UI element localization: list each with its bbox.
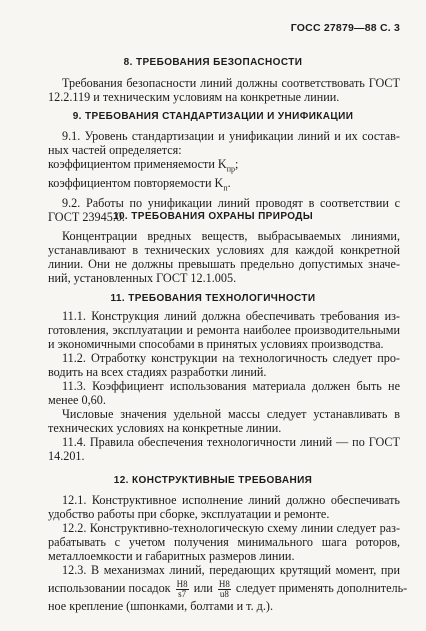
s9-line-6: ГОСТ 23945.0. bbox=[48, 209, 125, 224]
s11-line-2: готовления, эксплуатации и ремонта наиболее производительными bbox=[48, 323, 400, 337]
s12-line-8: ное крепление (шпонками, болтами и т. д.). bbox=[48, 599, 274, 613]
section-12-paragraph bbox=[48, 493, 408, 613]
s10-line-2: устанавливают в технических условиях для каждой конкретной bbox=[48, 243, 400, 257]
s11-line-8: Числовые значения удельной массы следует устанавливать в bbox=[62, 407, 400, 421]
s12-line-1: 12.1. Конструктивное исполнение линий должно обеспечивать bbox=[62, 493, 400, 507]
fraction-h8-s7: $\frac{H8}{s7}$ bbox=[176, 578, 188, 599]
s9-coef-2: коэффициентом повторяемости $K_п$. bbox=[48, 176, 231, 193]
s12-line-3: 12.2. Конструктивно-технологическую схему линии следует раз- bbox=[62, 521, 400, 535]
s9-line-1: 9.1. Уровень стандартизации и унификации линий и их состав- bbox=[62, 129, 400, 143]
fraction-h8-u8: $\frac{H8}{u8}$ bbox=[218, 578, 230, 599]
s9-line-5: 9.2. Работы по унификации линий проводят в соответствии с bbox=[62, 195, 400, 210]
s11-line-9: технических условиях на конкретные линии. bbox=[48, 421, 282, 435]
s11-line-10: 11.4. Правила обеспечения технологичности линий — по ГОСТ bbox=[62, 435, 400, 449]
s11-line-3: и экономичными способами в принятых условиях производства. bbox=[48, 337, 384, 351]
s10-line-3: линии. Они не должны превышать предельно допустимых значе- bbox=[48, 257, 400, 271]
section-9-paragraph bbox=[48, 129, 400, 224]
s11-line-4: 11.2. Отработку конструкции на технологичность следует про- bbox=[62, 351, 400, 365]
section-9-title: 9. ТРЕБОВАНИЯ СТАНДАРТИЗАЦИИ И УНИФИКАЦИИ bbox=[72, 111, 354, 122]
section-10-paragraph bbox=[48, 229, 400, 285]
section-11-title: 11. ТРЕБОВАНИЯ ТЕХНОЛОГИЧНОСТИ bbox=[110, 293, 316, 304]
s12-line-6: 12.3. В механизмах линий, передающих крутящий момент, при bbox=[62, 563, 400, 577]
s11-line-7: менее 0,60. bbox=[48, 393, 106, 407]
s11-line-11: 14.201. bbox=[48, 449, 85, 463]
s10-line-4: ний, установленных ГОСТ 12.1.005. bbox=[48, 271, 237, 285]
section-8-paragraph bbox=[48, 76, 400, 104]
s9-coef-1: коэффициентом применяемости $K_{пр}$; bbox=[48, 157, 239, 174]
s8-line-2: 12.2.119 и техническим условиям на конкретные линии. bbox=[48, 90, 340, 104]
s9-line-2: ных частей определяется: bbox=[48, 143, 182, 157]
section-8-title: 8. ТРЕБОВАНИЯ БЕЗОПАСНОСТИ bbox=[123, 57, 303, 68]
section-11-paragraph bbox=[48, 309, 400, 463]
section-12-title: 12. КОНСТРУКТИВНЫЕ ТРЕБОВАНИЯ bbox=[113, 475, 313, 486]
s11-line-5: водить на всех стадиях разработки линий. bbox=[48, 365, 267, 379]
s11-line-1: 11.1. Конструкция линий должна обеспечивать требования из- bbox=[62, 309, 400, 323]
page-header: ГОСС 27879—88 С. 3 bbox=[290, 22, 400, 34]
s12-line-5: металлоемкости и габаритных размеров линии. bbox=[48, 549, 295, 563]
s10-line-1: Концентрации вредных веществ, выбрасываемых линиями, bbox=[62, 229, 400, 243]
s11-line-6: 11.3. Коэффициент использования материала должен быть не bbox=[62, 379, 400, 393]
section-10-title: 10. ТРЕБОВАНИЯ ОХРАНЫ ПРИРОДЫ bbox=[112, 211, 314, 222]
s12-line-2: удобство работы при сборке, эксплуатации и ремонте. bbox=[48, 507, 330, 521]
s8-line-1: Требования безопасности линий должны соответствовать ГОСТ bbox=[62, 76, 400, 90]
s12-line-7: использовании посадок $\frac{H8}{s7}$ или $\frac{H8}{u8}$ следует применять дополнитель- bbox=[48, 578, 408, 599]
s12-line-4: рабатывать с учетом получения минимального шага роторов, bbox=[48, 535, 400, 549]
